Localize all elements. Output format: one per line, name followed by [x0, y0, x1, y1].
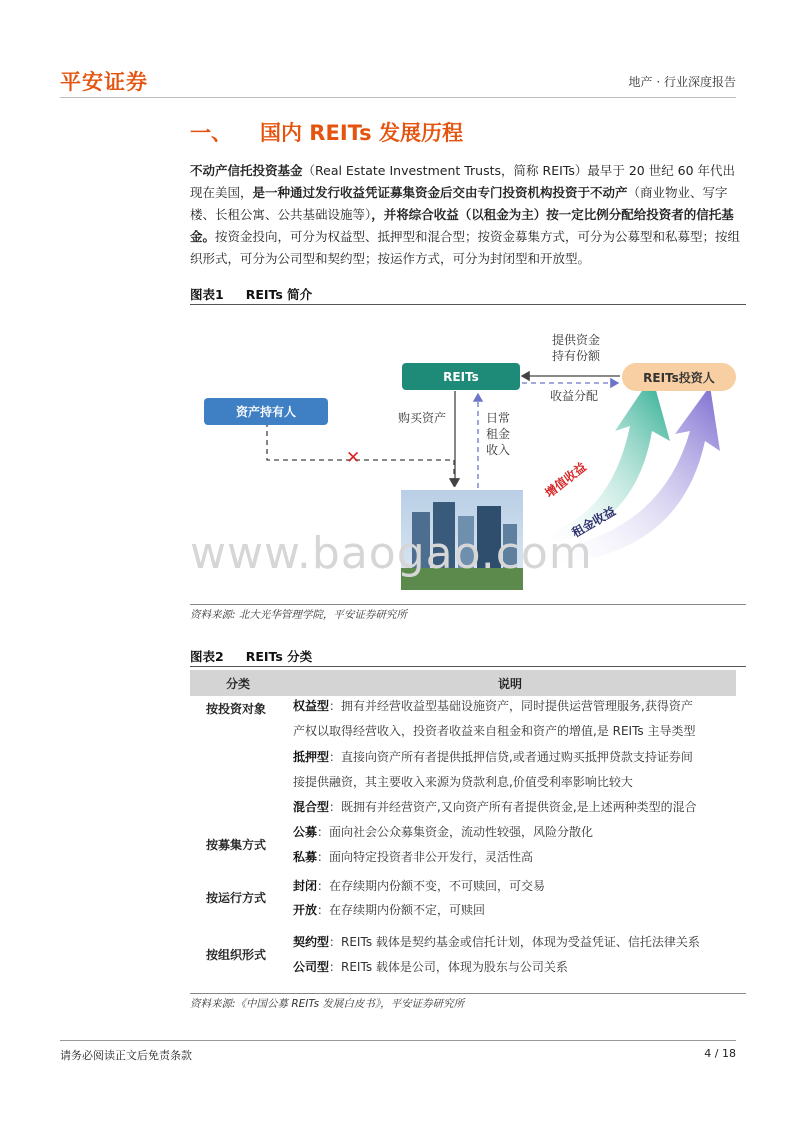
figure1-heading: REITs 简介	[245, 287, 313, 302]
figure1-title	[190, 285, 312, 303]
table-row	[293, 845, 733, 870]
col-category: 分类	[226, 677, 251, 691]
row-value: ：拥有并经营收益型基础设施资产，同时提供运营管理服务,获得资产	[329, 699, 693, 713]
row-key: 私募	[293, 850, 318, 864]
table-row	[293, 719, 733, 744]
row-value: ：面向社会公众募集资金，流动性较强，风险分散化	[317, 825, 594, 839]
row-key: 抵押型	[293, 750, 330, 764]
buy-asset-label: 购买资产	[398, 411, 447, 425]
row-value: ：既拥有并经营资产,又向资产所有者提供资金,是上述两种类型的混合	[329, 800, 697, 814]
figure2-bottom-rule	[190, 993, 746, 994]
figure2-top-rule	[190, 666, 746, 667]
watermark: www.baogao.com	[190, 528, 593, 579]
rent-label-1: 日常	[486, 411, 511, 425]
section-heading: 国内 REITs 发展历程	[260, 121, 463, 145]
report-category: 地产 · 行业深度报告	[628, 75, 736, 89]
row-value: ：在存续期内份额不变，不可赎回，可交易	[317, 879, 546, 893]
row-value: ：REITs 载体是契约基金或信托计划，体现为受益凭证、信托法律关系	[329, 935, 700, 949]
table-row	[293, 955, 733, 980]
row-value: ：REITs 载体是公司，体现为股东与公司关系	[329, 960, 568, 974]
table-row	[293, 874, 733, 899]
table-row	[293, 820, 733, 845]
section-title	[190, 117, 463, 147]
category-fundraising: 按募集方式	[205, 838, 266, 852]
reits-box: REITs	[402, 363, 520, 390]
dividend-label: 收益分配	[550, 389, 599, 403]
intro-text-3: 按资金投向，可分为权益型、抵押型和混合型；按资金募集方式，可分为公募型和私募型；按组织形式，可分为公司型和契约型；按运作方式，可分为封闭型和开放型。	[190, 229, 741, 266]
row-value: ：面向特定投资者非公开发行，灵活性高	[317, 850, 534, 864]
table-row	[293, 898, 733, 923]
table-row	[293, 795, 733, 820]
row-key: 封闭	[293, 879, 318, 893]
intro-text-2: （商业物业、写字楼、长租公寓、公共基础设施等）	[190, 185, 728, 222]
rent-return-label: 租金收益	[569, 504, 619, 541]
section-number: 一、	[190, 121, 232, 145]
row-key: 混合型	[293, 800, 330, 814]
brand-logo: 平安证券	[60, 70, 148, 94]
page-number: 4 / 18	[704, 1047, 736, 1060]
intro-bold-3: ，并将综合收益（以租金为主）按一定比例分配给投资者的信托基金。	[190, 207, 734, 244]
figure1-top-rule	[190, 304, 746, 305]
rent-label-2: 租金	[486, 427, 511, 441]
disclaimer-link[interactable]: 请务必阅读正文后免责条款	[60, 1049, 192, 1062]
row-value: 接提供融资，其主要收入来源为贷款利息,价值受利率影响比较大	[293, 775, 633, 789]
figure1-label: 图表1	[190, 287, 224, 302]
provide-funds-label: 提供资金	[552, 333, 601, 347]
intro-bold-1: 不动产信托投资基金	[190, 163, 303, 178]
row-key: 权益型	[293, 699, 330, 713]
header-divider	[60, 97, 736, 98]
figure2-label: 图表2	[190, 649, 224, 664]
rent-label-3: 收入	[486, 443, 511, 457]
holder-path-arrow	[267, 422, 454, 486]
row-key: 公司型	[293, 960, 330, 974]
category-organization: 按组织形式	[205, 948, 266, 962]
hold-shares-label: 持有份额	[552, 349, 601, 363]
table-row	[293, 770, 733, 795]
figure2-heading: REITs 分类	[245, 649, 313, 664]
row-key: 开放	[293, 903, 318, 917]
cross-icon: ✕	[346, 448, 361, 468]
col-description: 说明	[498, 677, 523, 691]
table-row	[293, 745, 733, 770]
intro-bold-2: 是一种通过发行收益凭证募集资金后交由专门投资机构投资于不动产	[252, 185, 628, 200]
figure2-source: 资料来源:《中国公募 REITs 发展白皮书》，平安证券研究所	[190, 998, 465, 1010]
row-key: 公募	[293, 825, 318, 839]
figure1-source: 资料来源: 北大光华管理学院，平安证券研究所	[190, 609, 407, 621]
intro-paragraph	[190, 160, 746, 270]
investor-box: REITs投资人	[622, 363, 736, 391]
table-row	[293, 694, 733, 719]
footer-divider	[60, 1040, 736, 1041]
intro-text-1: （Real Estate Investment Trusts，简称 REITs）最早于 20 世纪 60 年代出现在美国，	[190, 163, 736, 200]
table-row	[293, 930, 733, 955]
row-key: 契约型	[293, 935, 330, 949]
category-investment-target: 按投资对象	[205, 702, 266, 716]
asset-holder-box: 资产持有人	[204, 398, 328, 425]
table-header	[190, 670, 736, 696]
row-value: ：直接向资产所有者提供抵押信贷,或者通过购买抵押贷款支持证券间	[329, 750, 693, 764]
figure2-title	[190, 647, 312, 665]
figure1-bottom-rule	[190, 604, 746, 605]
row-value: ：在存续期内份额不定，可赎回	[317, 903, 486, 917]
row-value: 产权以取得经营收入，投资者收益来自租金和资产的增值,是 REITs 主导类型	[293, 724, 696, 738]
appreciation-label: 增值收益	[542, 459, 589, 501]
category-operation: 按运行方式	[205, 891, 266, 905]
